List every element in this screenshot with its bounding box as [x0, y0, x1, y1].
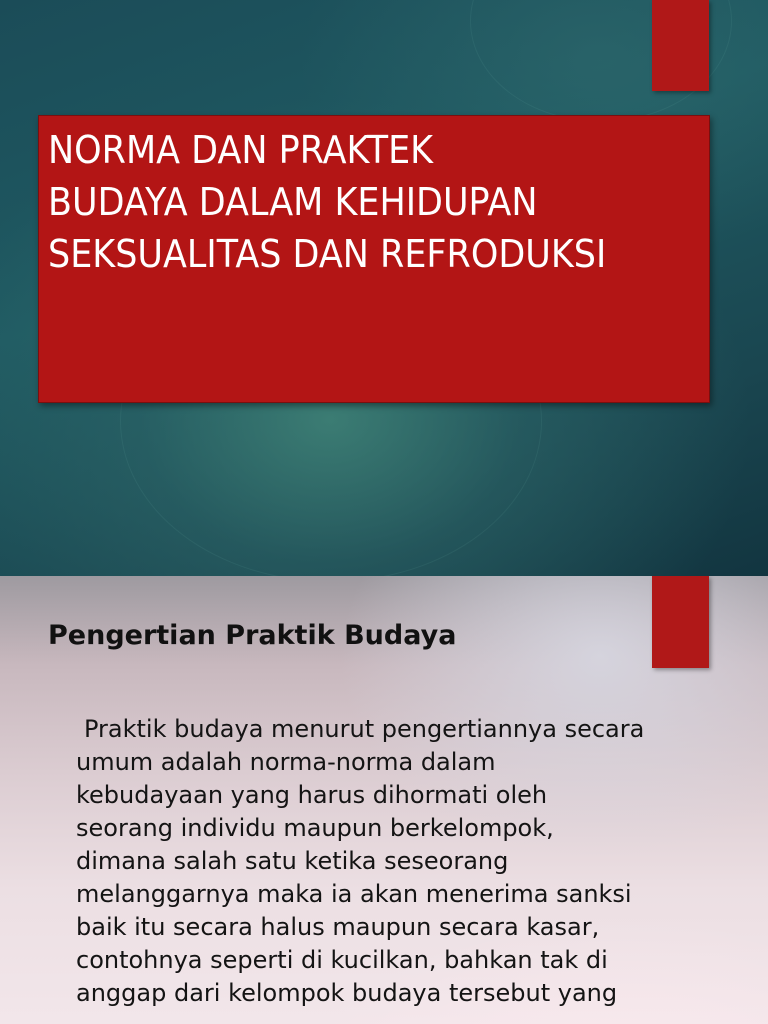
paragraph-line: kebudayaan yang harus dihormati oleh	[76, 781, 548, 809]
title-box	[38, 115, 710, 403]
title-line: BUDAYA DALAM KEHIDUPAN	[48, 180, 538, 224]
paragraph-line: seorang individu maupun berkelompok,	[76, 814, 554, 842]
paragraph-line: dimana salah satu ketika seseorang	[76, 847, 509, 875]
paragraph-line: Praktik budaya menurut pengertiannya secara	[84, 715, 645, 743]
accent-tab	[652, 0, 709, 91]
paragraph-line: baik itu secara halus maupun secara kasar,	[76, 913, 600, 941]
content-slide	[0, 576, 768, 1024]
body-paragraph	[76, 713, 736, 1010]
section-heading: Pengertian Praktik Budaya	[48, 620, 457, 651]
accent-tab	[652, 576, 709, 668]
paragraph-line: umum adalah norma-norma dalam	[76, 748, 496, 776]
slide-title	[48, 124, 647, 280]
paragraph-line: anggap dari kelompok budaya tersebut yang	[76, 979, 618, 1007]
title-line: NORMA DAN PRAKTEK	[48, 128, 434, 172]
paragraph-line: melanggarnya maka ia akan menerima sanksi	[76, 880, 632, 908]
title-line: SEKSUALITAS DAN REFRODUKSI	[48, 232, 607, 276]
paragraph-line: contohnya seperti di kucilkan, bahkan tak di	[76, 946, 608, 974]
